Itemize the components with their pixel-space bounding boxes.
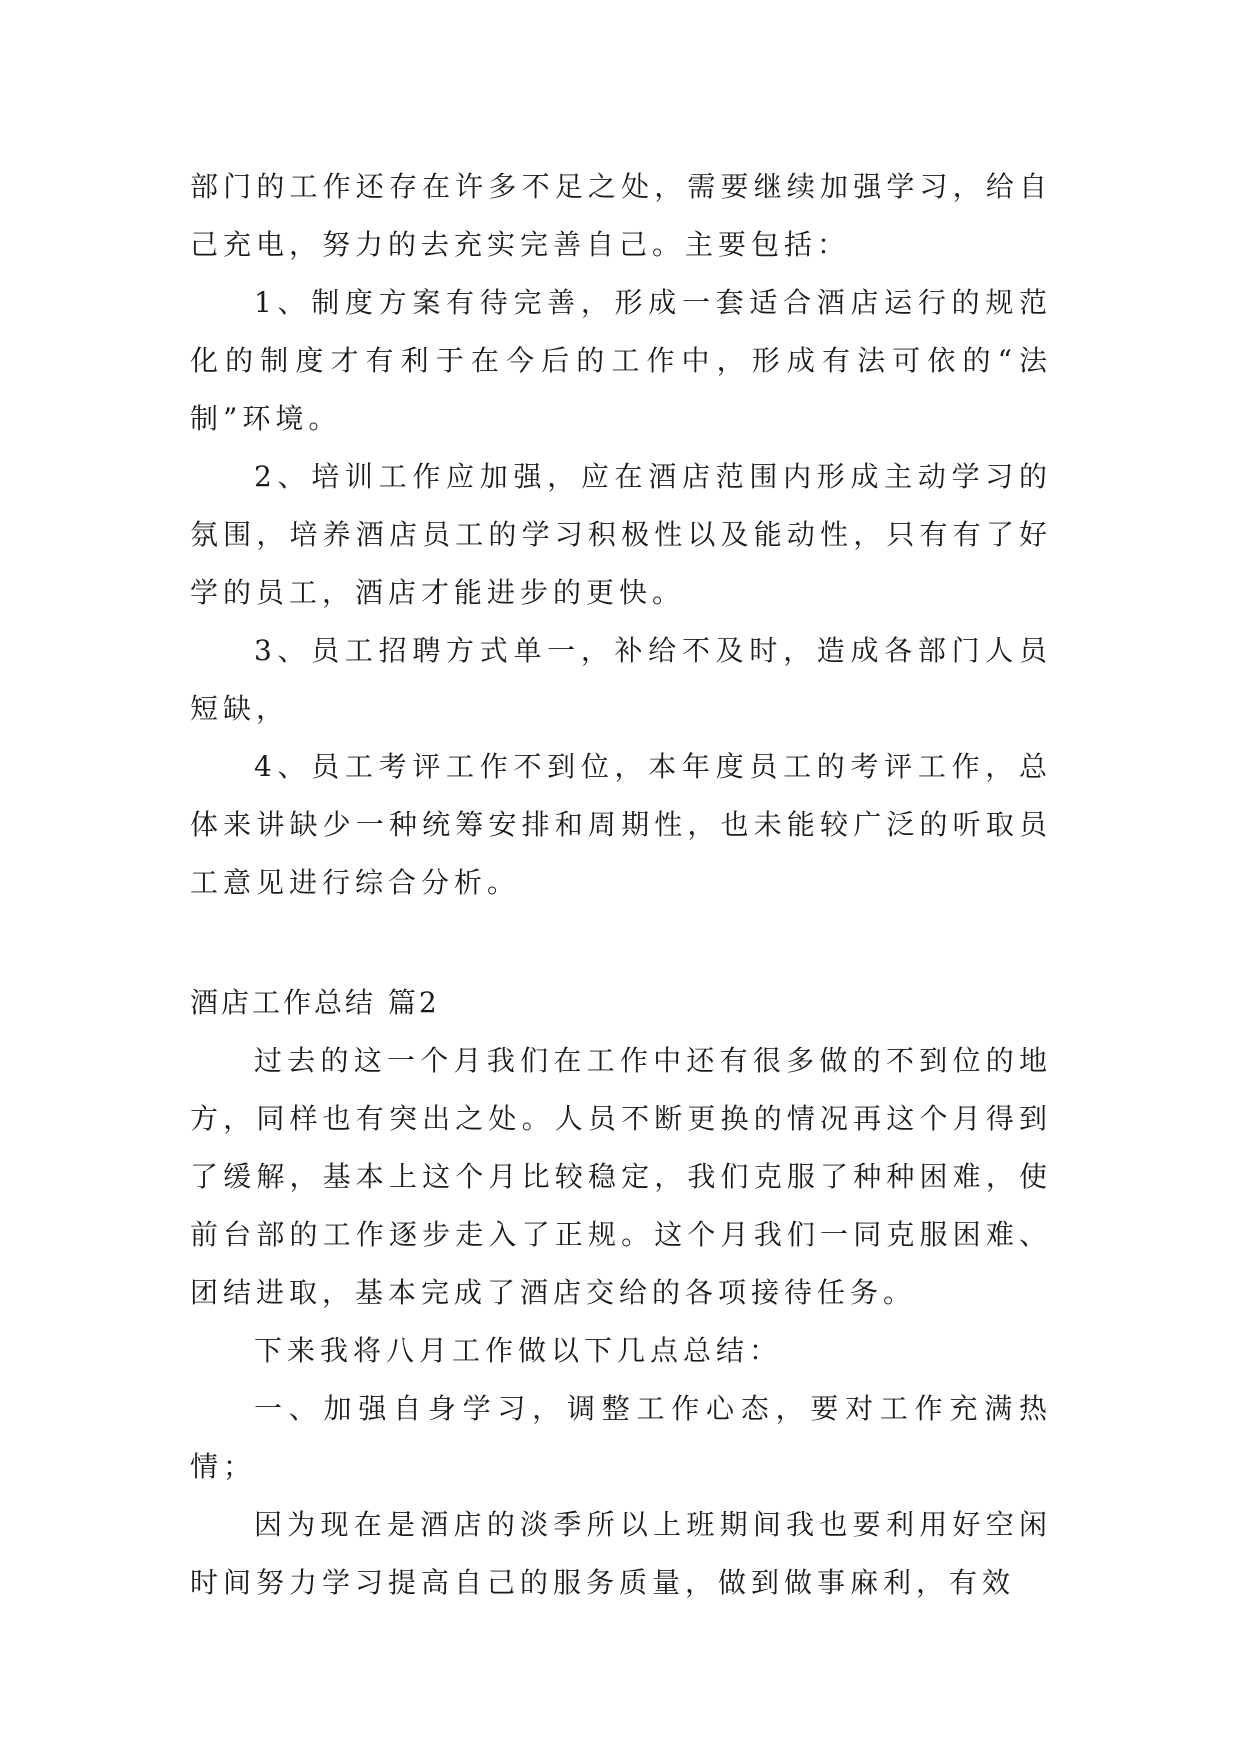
document-page	[190, 158, 1052, 1612]
paragraph-point-1-detail: 因为现在是酒店的淡季所以上班期间我也要利用好空闲时间努力学习提高自己的服务质量，做到做事麻利，有效	[190, 1508, 1052, 1599]
paragraph-item-3: 3、员工招聘方式单一，补给不及时，造成各部门人员短缺，	[190, 634, 1052, 725]
paragraph-point-1: 一、加强自身学习，调整工作心态，要对工作充满热情；	[190, 1392, 1052, 1483]
paragraph-item-4: 4、员工考评工作不到位，本年度员工的考评工作，总体来讲缺少一种统筹安排和周期性，也未能较广泛的听取员工意见进行综合分析。	[190, 750, 1052, 899]
paragraph-transition: 下来我将八月工作做以下几点总结：	[254, 1334, 783, 1367]
paragraph-intro: 部门的工作还存在许多不足之处，需要继续加强学习，给自己充电，努力的去充实完善自己。主要包括：	[190, 170, 1052, 261]
paragraph-item-1: 1、制度方案有待完善，形成一套适合酒店运行的规范化的制度才有利于在今后的工作中，形成有法可依的“法制”环境。	[190, 286, 1052, 435]
paragraph-item-2: 2、培训工作应加强，应在酒店范围内形成主动学习的氛围，培养酒店员工的学习积极性以及能动性，只有有了好学的员工，酒店才能进步的更快。	[190, 460, 1052, 609]
section-heading: 酒店工作总结 篇2	[190, 986, 440, 1019]
paragraph-summary: 过去的这一个月我们在工作中还有很多做的不到位的地方，同样也有突出之处。人员不断更换的情况再这个月得到了缓解，基本上这个月比较稳定，我们克服了种种困难，使前台部的工作逐步走入了正规。这个月我们一同克服困难、团结进取，基本完成了酒店交给的各项接待任务。	[190, 1044, 1052, 1309]
